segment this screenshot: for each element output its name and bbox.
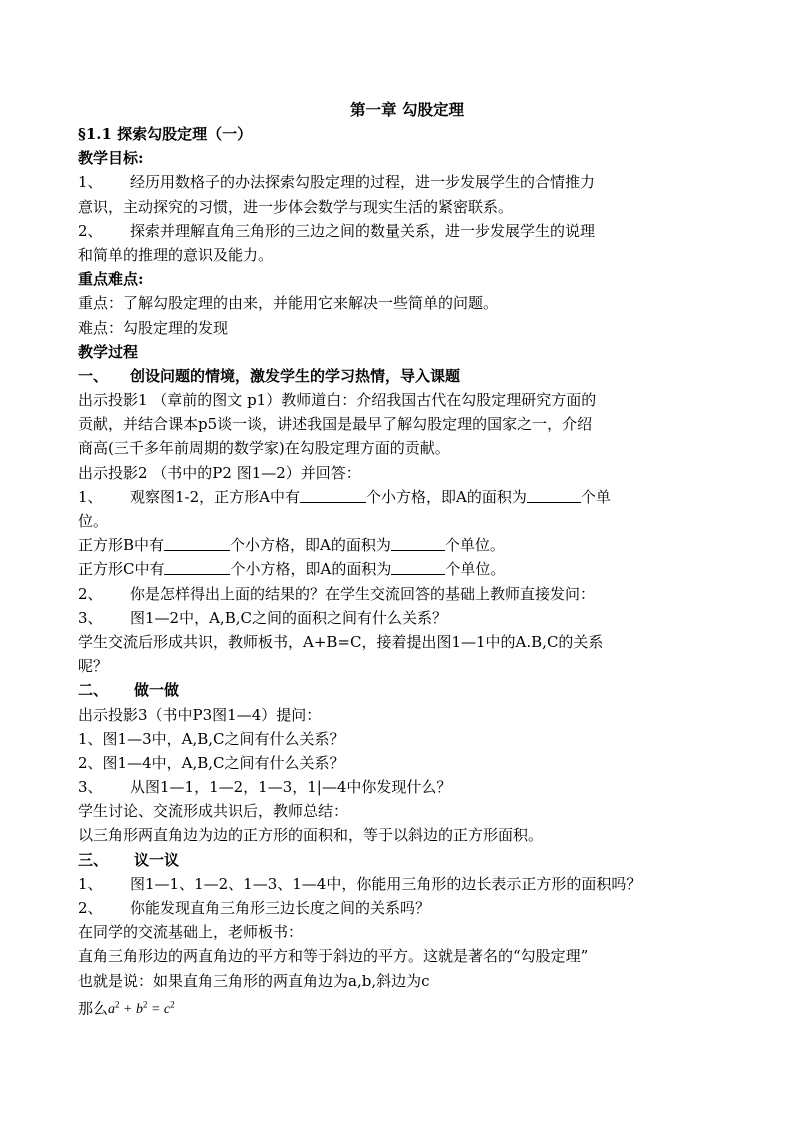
projection-2: 出示投影2 （书中的P2 图1—2）并回答： xyxy=(78,463,361,482)
part-2-heading xyxy=(78,678,728,702)
part-1-number: 一、 xyxy=(78,366,109,385)
goal-2-line xyxy=(78,219,728,243)
projection-1-line-1: 出示投影1 （章前的图文 p1）教师道白：介绍我国古代在勾股定理研究方面的 xyxy=(78,391,597,410)
answer-blank xyxy=(527,488,581,503)
question-1-text-b: 个小方格，即A的面积为 xyxy=(366,487,527,506)
goal-1-text: 经历用数格子的办法探索勾股定理的过程，进一步发展学生的合情推力 xyxy=(130,173,596,192)
square-c-text-c: 个单位。 xyxy=(445,560,506,579)
part-3-title: 议一议 xyxy=(134,850,180,869)
discuss-item-2 xyxy=(78,896,728,920)
goals-heading: 教学目标: xyxy=(78,149,144,168)
square-b-text-a: 正方形B中有 xyxy=(78,536,165,555)
question-3-text: 图1—2中，A,B,C之间的面积之间有什么关系？ xyxy=(130,608,447,627)
do-item-1: 1、图1—3中，A,B,C之间有什么关系？ xyxy=(78,729,345,748)
part-1-title: 创设问题的情境，激发学生的学习热情，导入课题 xyxy=(130,366,461,385)
question-2-text: 你是怎样得出上面的结果的？在学生交流回答的基础上教师直接发问： xyxy=(130,584,596,603)
discuss-item-1-text: 图1—1、1—2、1—3、1—4中，你能用三角形的边长表示正方形的面积吗？ xyxy=(130,874,642,893)
answer-blank xyxy=(391,536,445,551)
question-3-number: 3、 xyxy=(78,608,103,627)
discuss-item-1-number: 1、 xyxy=(78,874,103,893)
part-2-title: 做一做 xyxy=(134,681,180,700)
goal-2-continued: 和简单的推理的意识及能力。 xyxy=(78,245,274,264)
square-b-line xyxy=(78,533,728,557)
discussion: 学生讨论、交流形成共识后，教师总结： xyxy=(78,802,349,821)
process-heading: 教学过程 xyxy=(78,342,139,361)
square-c-line xyxy=(78,557,728,581)
square-b-text-c: 个单位。 xyxy=(444,536,505,555)
answer-blank xyxy=(164,536,230,551)
question-2-number: 2、 xyxy=(78,584,103,603)
square-c-text-b: 个小方格，即A的面积为 xyxy=(230,560,392,579)
goal-1-line xyxy=(78,170,728,194)
question-1-continued: 位。 xyxy=(78,512,109,530)
goal-1-continued: 意识，主动探究的习惯，进一步体会数学与现实生活的紧密联系。 xyxy=(78,197,514,216)
formula-prefix: 那么 xyxy=(78,999,109,1018)
discuss-item-2-text: 你能发现直角三角形三边长度之间的关系吗？ xyxy=(130,899,431,917)
difficult-point: 难点：勾股定理的发现 xyxy=(78,318,229,337)
section-title: §1.1 探索勾股定理（一） xyxy=(78,125,253,143)
document-page xyxy=(78,98,728,1017)
part-3-heading xyxy=(78,848,728,872)
square-c-text-a: 正方形C中有 xyxy=(78,560,165,579)
conclusion-line-2: 呢？ xyxy=(78,657,109,676)
goal-2-text: 探索并理解直角三角形的三边之间的数量关系，进一步发展学生的说理 xyxy=(130,221,596,240)
formula-line xyxy=(78,993,728,1017)
question-1-number: 1、 xyxy=(78,487,103,506)
discuss-item-1 xyxy=(78,872,728,896)
answer-blank xyxy=(391,560,445,575)
do-item-3-number: 3、 xyxy=(78,778,103,797)
question-1-text-c: 个单 xyxy=(580,487,611,506)
part-1-heading xyxy=(78,364,728,388)
part-3-number: 三、 xyxy=(78,850,109,869)
part-2-number: 二、 xyxy=(78,681,109,700)
goal-2-number: 2、 xyxy=(78,221,103,240)
key-point: 重点：了解勾股定理的由来，并能用它来解决一些简单的问题。 xyxy=(78,294,499,313)
projection-1-line-2: 贡献，并结合课本p5谈一谈，讲述我国是最早了解勾股定理的国家之一，介绍 xyxy=(78,415,593,434)
theorem-restatement: 也就是说：如果直角三角形的两直角边为a,b,斜边为c xyxy=(78,971,430,990)
conclusion-line-1: 学生交流后形成共识，教师板书，A+B=C，接着提出图1—1中的A.B,C的关系 xyxy=(78,632,604,651)
question-1-line xyxy=(78,485,728,509)
answer-blank xyxy=(300,488,366,503)
answer-blank xyxy=(164,560,230,575)
question-2-line xyxy=(78,582,728,606)
question-3-line xyxy=(78,606,728,630)
key-heading: 重点难点: xyxy=(78,270,144,289)
do-item-3 xyxy=(78,775,728,799)
pythagorean-formula: $a^2 + b^2 = c^2$ xyxy=(108,999,175,1018)
board-intro: 在同学的交流基础上，老师板书： xyxy=(78,923,304,942)
do-item-3-text: 从图1—1，1—2，1—3，1|—4中你发现什么？ xyxy=(130,778,452,797)
theorem-statement: 直角三角形边的两直角边的平方和等于斜边的平方。这就是著名的“勾股定理” xyxy=(78,947,589,966)
discuss-item-2-number: 2、 xyxy=(78,899,103,917)
chapter-title: 第一章 勾股定理 xyxy=(350,100,464,119)
projection-3: 出示投影3（书中P3图1—4）提问： xyxy=(78,705,322,724)
projection-1-line-3: 商高(三千多年前周期的数学家)在勾股定理方面的贡献。 xyxy=(78,439,450,458)
do-item-2: 2、图1—4中，A,B,C之间有什么关系？ xyxy=(78,753,345,772)
square-b-text-b: 个小方格，即A的面积为 xyxy=(230,536,391,555)
summary: 以三角形两直角边为边的正方形的面积和，等于以斜边的正方形面积。 xyxy=(78,826,544,845)
question-1-text-a: 观察图1-2，正方形A中有 xyxy=(130,487,300,506)
goal-1-number: 1、 xyxy=(78,173,103,192)
